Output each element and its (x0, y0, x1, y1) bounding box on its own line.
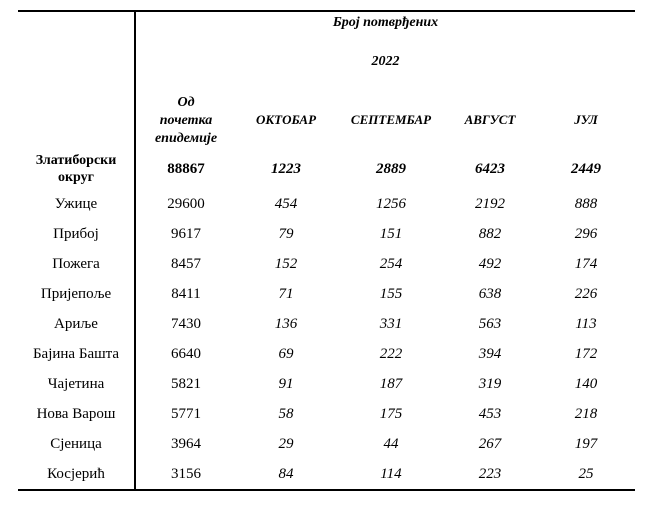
total-july: 2449 (571, 161, 601, 177)
value-september: 44 (383, 436, 399, 452)
value-september: 175 (379, 406, 403, 422)
value-july: 140 (574, 376, 598, 392)
value-october: 71 (278, 286, 294, 302)
value-since-start: 3964 (171, 436, 201, 452)
value-july: 888 (574, 196, 598, 212)
table-title: Број потврђених (332, 15, 439, 30)
value-august: 453 (478, 406, 502, 422)
col-header-since-start (136, 94, 236, 148)
value-august: 882 (478, 226, 502, 242)
municipality-name: Чајетина (47, 376, 105, 392)
value-october: 454 (274, 196, 298, 212)
value-october: 29 (278, 436, 294, 452)
value-august: 267 (478, 436, 502, 452)
municipality-name: Пожега (52, 256, 100, 272)
municipality-name: Нова Варош (36, 406, 116, 422)
value-september: 1256 (376, 196, 406, 212)
confirmed-cases-table (18, 10, 635, 490)
value-since-start: 5771 (171, 406, 201, 422)
value-september: 155 (379, 286, 403, 302)
value-september: 151 (379, 226, 403, 242)
value-july: 174 (574, 256, 598, 272)
table-year: 2022 (371, 54, 400, 69)
col-header-august: АВГУСТ (464, 112, 516, 127)
value-july: 197 (574, 436, 598, 452)
value-since-start: 7430 (171, 316, 201, 332)
value-september: 222 (379, 346, 403, 362)
value-august: 638 (478, 286, 502, 302)
municipality-name: Сјеница (50, 436, 102, 452)
col-header-september: СЕПТЕМБАР (350, 112, 432, 127)
municipality-name: Ариље (54, 316, 98, 332)
col-header-line: епидемије (154, 131, 218, 146)
municipality-name: Ужице (54, 196, 98, 212)
value-since-start: 6640 (171, 346, 201, 362)
value-october: 91 (278, 376, 294, 392)
total-since-start: 88867 (167, 161, 205, 177)
value-july: 296 (574, 226, 598, 242)
value-july: 25 (578, 466, 594, 482)
value-july: 218 (574, 406, 598, 422)
col-header-october: ОКТОБАР (255, 112, 317, 127)
value-since-start: 5821 (171, 376, 201, 392)
table-top-rule (18, 10, 635, 12)
total-september: 2889 (376, 161, 406, 177)
district-name-line: округ (57, 170, 95, 185)
value-july: 226 (574, 286, 598, 302)
total-august: 6423 (475, 161, 505, 177)
district-name-line: Златиборски (35, 153, 117, 168)
value-october: 69 (278, 346, 294, 362)
value-august: 563 (478, 316, 502, 332)
table-bottom-rule (18, 489, 635, 491)
value-september: 114 (380, 466, 402, 482)
municipality-name: Бајина Башта (32, 346, 120, 362)
value-since-start: 8457 (171, 256, 201, 272)
value-since-start: 8411 (171, 286, 201, 302)
municipality-name: Косјерић (47, 466, 105, 482)
value-october: 79 (278, 226, 294, 242)
value-since-start: 29600 (167, 196, 205, 212)
value-october: 84 (278, 466, 294, 482)
value-july: 113 (575, 316, 597, 332)
value-august: 223 (478, 466, 502, 482)
value-july: 172 (574, 346, 598, 362)
col-header-line: почетка (159, 113, 213, 128)
value-september: 187 (379, 376, 403, 392)
municipality-name: Прибој (53, 226, 99, 242)
value-october: 152 (274, 256, 298, 272)
value-october: 136 (274, 316, 298, 332)
value-august: 492 (478, 256, 502, 272)
value-september: 331 (379, 316, 403, 332)
value-since-start: 3156 (171, 466, 201, 482)
district-name (18, 152, 134, 186)
value-since-start: 9617 (171, 226, 201, 242)
col-header-line: Од (177, 95, 195, 110)
value-september: 254 (379, 256, 403, 272)
value-august: 394 (478, 346, 502, 362)
total-october: 1223 (271, 161, 301, 177)
col-header-july: ЈУЛ (574, 112, 598, 127)
municipality-name: Пријепоље (40, 286, 112, 302)
value-august: 319 (478, 376, 502, 392)
value-august: 2192 (475, 196, 505, 212)
value-october: 58 (278, 406, 294, 422)
